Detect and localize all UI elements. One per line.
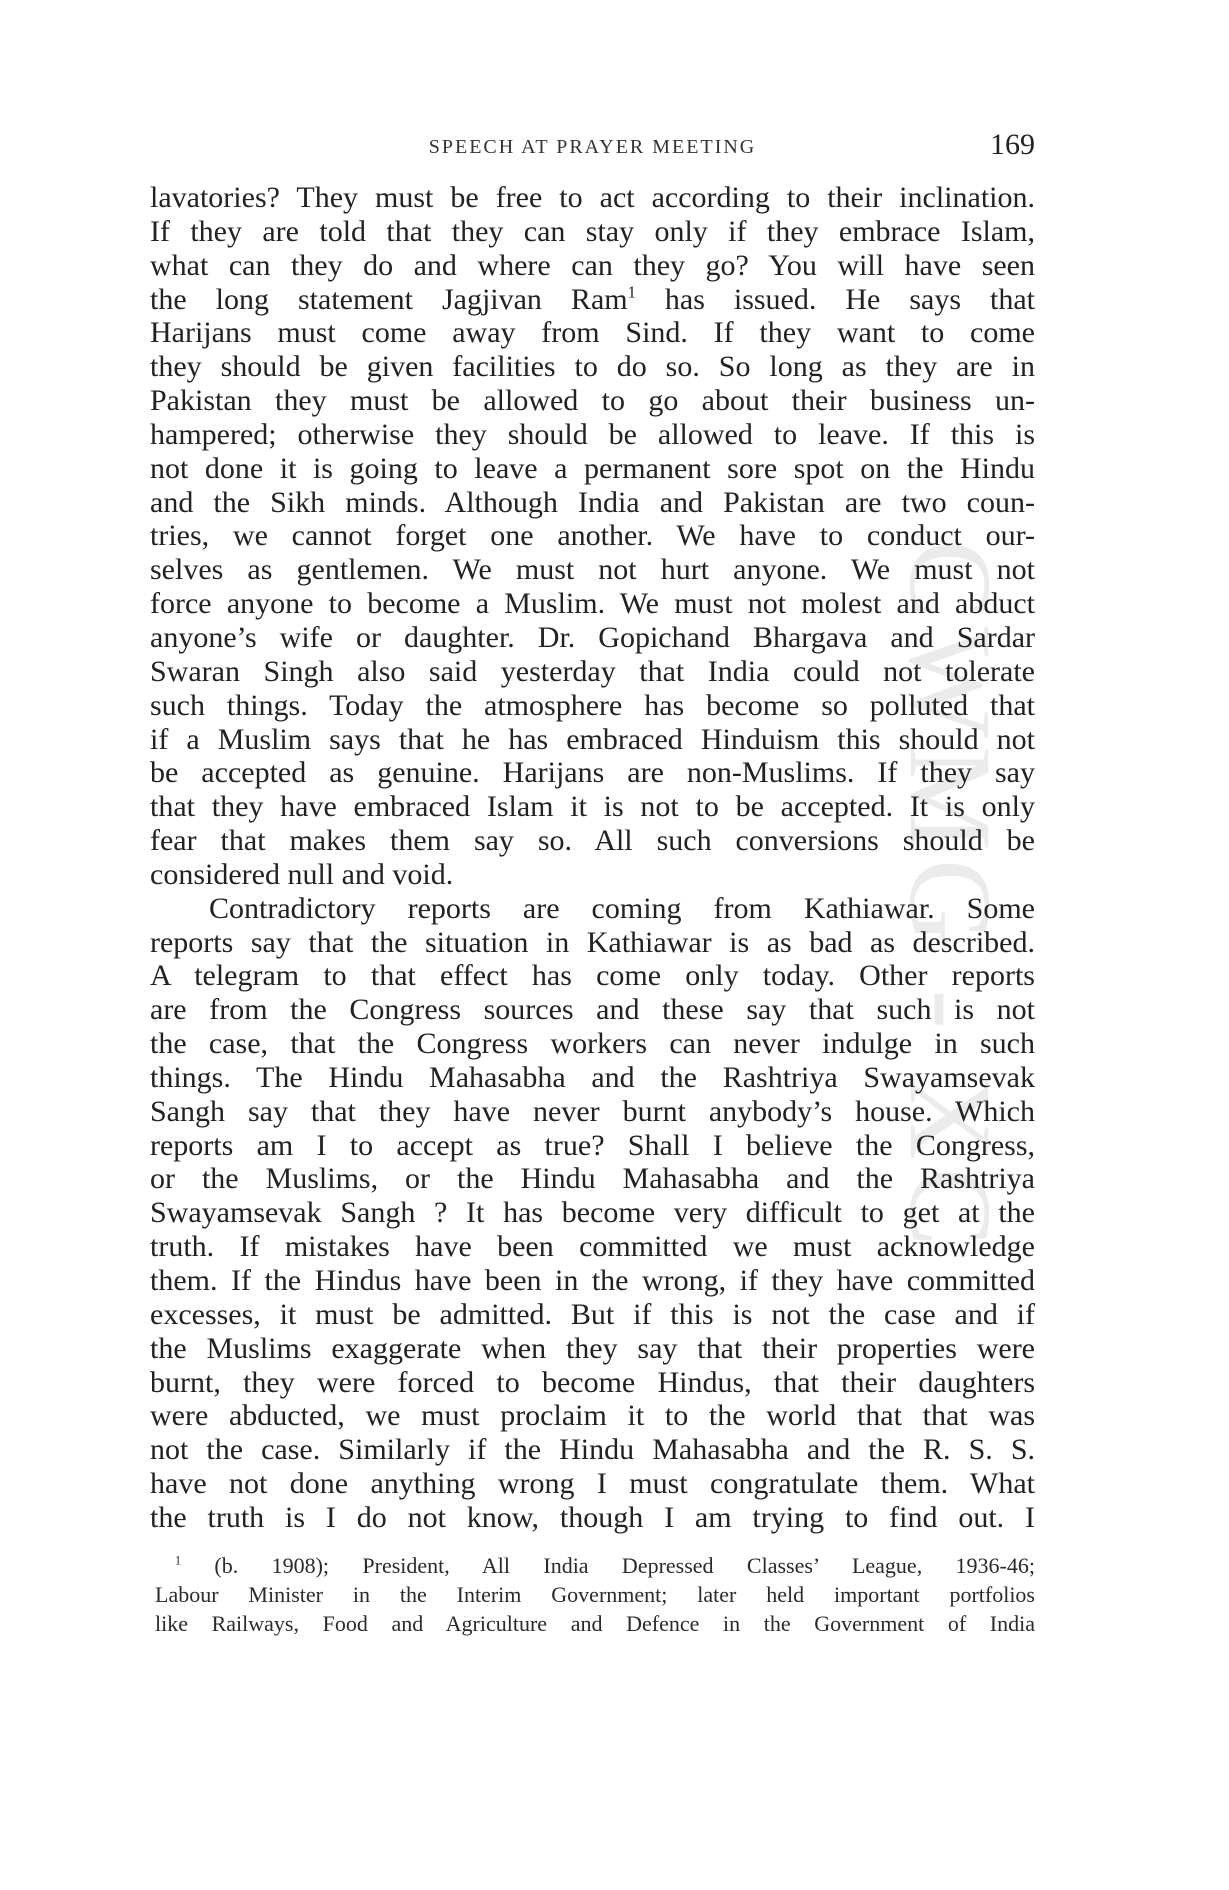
text-line-with-footnote bbox=[150, 283, 1035, 317]
text-segment: the long statement Jagjivan Ram bbox=[150, 282, 628, 316]
paragraph bbox=[150, 181, 1035, 892]
text-line: have not done anything wrong I must congratulate them. What bbox=[150, 1467, 1035, 1501]
text-line: not the case. Similarly if the Hindu Mahasabha and the R. S. S. bbox=[150, 1433, 1035, 1467]
footnote-reference: 1 bbox=[627, 281, 636, 301]
text-line: the Muslims exaggerate when they say that their properties were bbox=[150, 1331, 1035, 1365]
text-line: that they have embraced Islam it is not to be accepted. It is only bbox=[150, 790, 1035, 824]
text-line: them. If the Hindus have been in the wrong, if they have committed bbox=[150, 1264, 1035, 1297]
text-line: what can they do and where can they go? You will have seen bbox=[150, 248, 1035, 282]
footnote-line: like Railways, Food and Agriculture and Defence in the Government of India bbox=[155, 1611, 1035, 1636]
text-line: A telegram to that effect has come only today. Other reports bbox=[150, 959, 1035, 993]
text-line: the truth is I do not know, though I am trying to find out. I bbox=[150, 1500, 1035, 1534]
text-line: Harijans must come away from Sind. If they want to come bbox=[150, 316, 1035, 350]
text-line: If they are told that they can stay only if they embrace Islam, bbox=[150, 214, 1035, 248]
page-header bbox=[150, 128, 1035, 168]
text-line: fear that makes them say so. All such conversions should be bbox=[150, 824, 1035, 858]
text-line: force anyone to become a Muslim. We must not molest and abduct bbox=[150, 587, 1035, 621]
footnote-line bbox=[155, 1551, 1035, 1580]
text-line: hampered; otherwise they should be allowed to leave. If this is bbox=[150, 417, 1035, 451]
footnote-line: Labour Minister in the Interim Government; later held important portfolios bbox=[155, 1582, 1035, 1607]
text-line: and the Sikh minds. Although India and Pakistan are two coun- bbox=[150, 485, 1035, 519]
text-line: Pakistan they must be allowed to go about their business un- bbox=[150, 384, 1035, 418]
text-line: Swayamsevak Sangh ? It has become very difficult to get at the bbox=[150, 1196, 1035, 1230]
text-line: were abducted, we must proclaim it to the world that that was bbox=[150, 1399, 1035, 1433]
text-line: considered null and void. bbox=[150, 857, 454, 891]
text-line: such things. Today the atmosphere has become so polluted that bbox=[150, 688, 1035, 722]
text-line: burnt, they were forced to become Hindus, that their daughters bbox=[150, 1365, 1035, 1399]
text-line: anyone’s wife or daughter. Dr. Gopichand Bhargava and Sardar bbox=[150, 620, 1035, 654]
page-number: 169 bbox=[990, 128, 1035, 161]
text-line: selves as gentlemen. We must not hurt anyone. We must not bbox=[150, 553, 1035, 587]
text-line: lavatories? They must be free to act according to their inclination. bbox=[150, 181, 1035, 214]
paragraph bbox=[150, 892, 1035, 1535]
body-text bbox=[150, 181, 1035, 1535]
text-line: the case, that the Congress workers can never indulge in such bbox=[150, 1027, 1035, 1061]
text-line: Sangh say that they have never burnt anybody’s house. Which bbox=[150, 1094, 1035, 1128]
footnote-marker: 1 bbox=[175, 1553, 182, 1568]
text-line: reports am I to accept as true? Shall I believe the Congress, bbox=[150, 1128, 1035, 1162]
footnote bbox=[155, 1551, 1035, 1638]
text-line: are from the Congress sources and these say that such is not bbox=[150, 993, 1035, 1027]
text-line: be accepted as genuine. Harijans are non-Muslims. If they say bbox=[150, 756, 1035, 790]
text-line: reports say that the situation in Kathiawar is as bad as described. bbox=[150, 925, 1035, 959]
text-line: or the Muslims, or the Hindu Mahasabha and the Rashtriya bbox=[150, 1162, 1035, 1196]
text-line: Contradictory reports are coming from Kathiawar. Some bbox=[209, 891, 1035, 925]
text-segment: has issued. He says that bbox=[664, 282, 1036, 316]
watermark: CWMG - XC bbox=[885, 540, 1016, 1255]
text-line: if a Muslim says that he has embraced Hinduism this should not bbox=[150, 722, 1035, 756]
text-line: things. The Hindu Mahasabha and the Rashtriya Swayamsevak bbox=[150, 1060, 1035, 1094]
footnote-text: (b. 1908); President, All India Depressed Classes’ League, 1936-46; bbox=[214, 1553, 1035, 1578]
text-line: Swaran Singh also said yesterday that India could not tolerate bbox=[150, 654, 1035, 688]
text-line: they should be given facilities to do so. So long as they are in bbox=[150, 350, 1035, 384]
text-line: truth. If mistakes have been committed we must acknowledge bbox=[150, 1230, 1035, 1264]
text-line: not done it is going to leave a permanent sore spot on the Hindu bbox=[150, 451, 1035, 485]
text-line: tries, we cannot forget one another. We have to conduct our- bbox=[150, 519, 1035, 553]
running-title: SPEECH AT PRAYER MEETING bbox=[428, 136, 757, 158]
text-line: excesses, it must be admitted. But if this is not the case and if bbox=[150, 1297, 1035, 1331]
